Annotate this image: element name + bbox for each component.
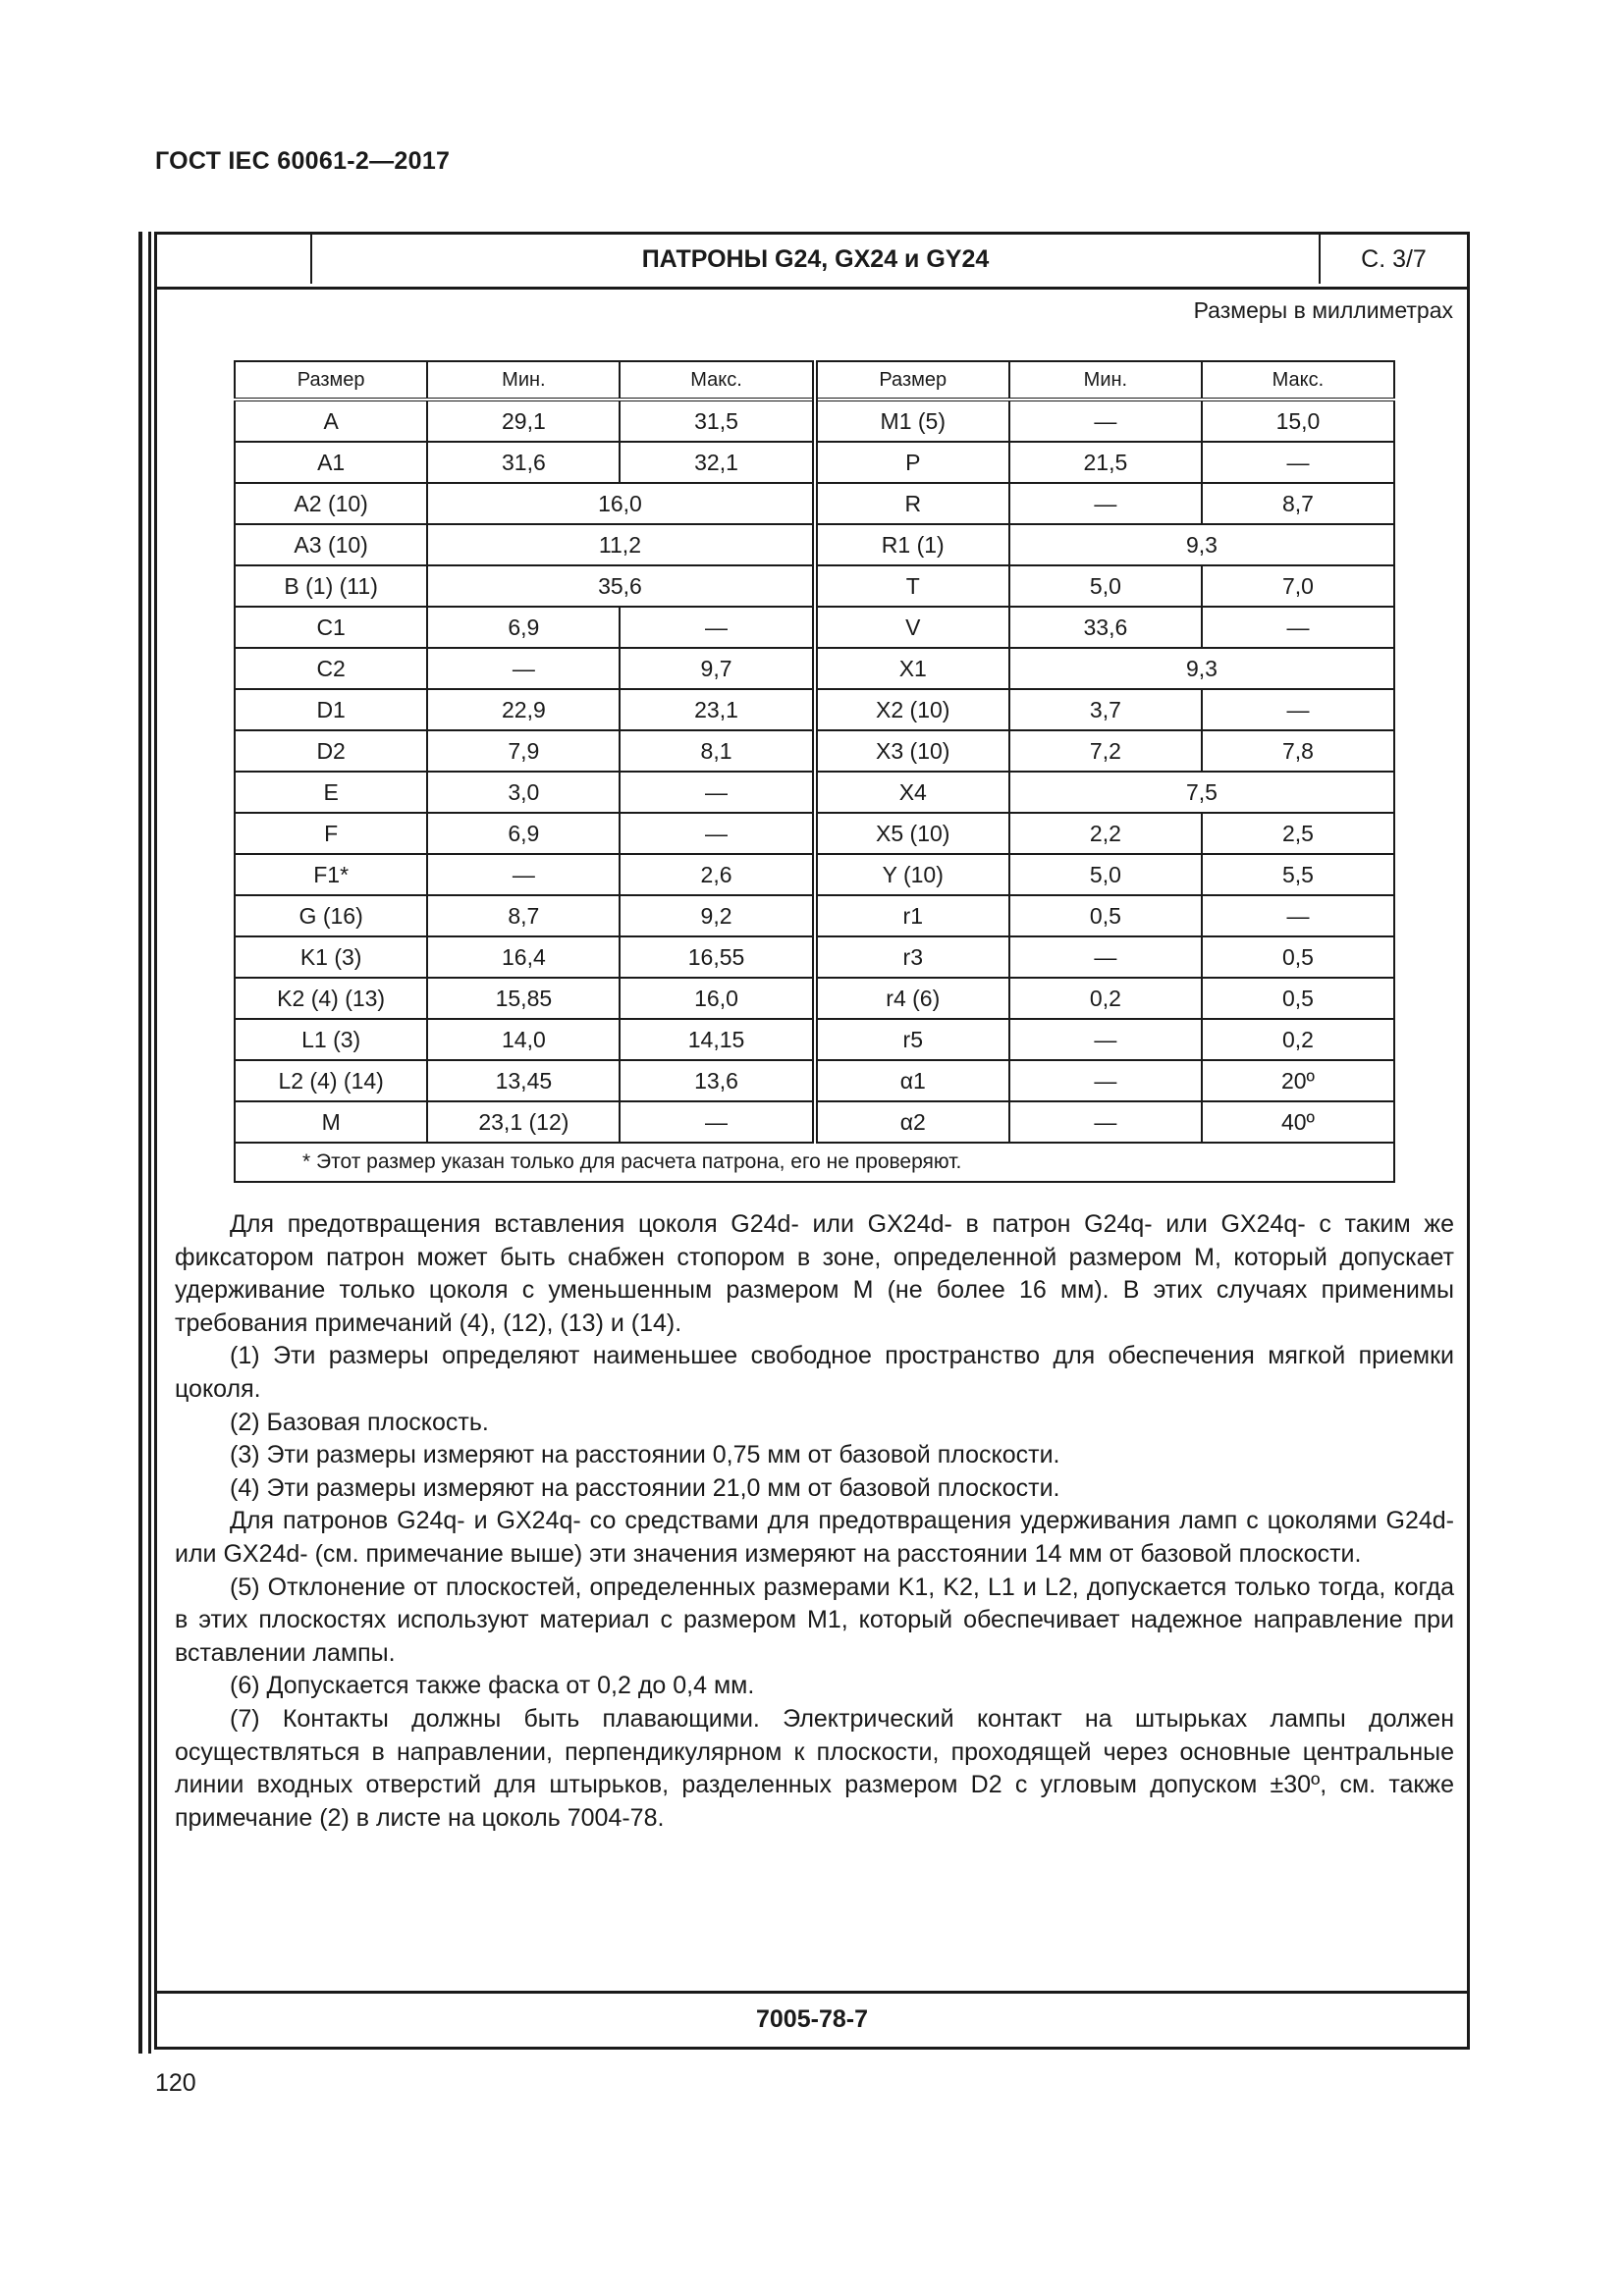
dimension-value-cell: 29,1 <box>427 400 620 442</box>
note-paragraph: (1) Эти размеры определяют наименьшее свободное пространство для обеспечения мягкой приемки цоколя. <box>175 1342 1454 1403</box>
dimension-value-cell: 13,45 <box>427 1060 620 1101</box>
dimension-value-cell: 31,6 <box>427 442 620 483</box>
dimension-value-cell: 23,1 <box>620 689 814 730</box>
dimensions-table <box>234 360 1395 1183</box>
dimension-value-cell: 2,6 <box>620 854 814 895</box>
dimension-value-cell: — <box>1009 1101 1202 1143</box>
dimension-value-cell: — <box>427 648 620 689</box>
dimension-name-cell: K2 (4) (13) <box>235 978 427 1019</box>
table-row <box>235 565 1394 607</box>
dimension-value-cell: — <box>1009 483 1202 524</box>
dimension-name-cell: r5 <box>815 1019 1009 1060</box>
dimension-name-cell: L2 (4) (14) <box>235 1060 427 1101</box>
dimension-name-cell: α1 <box>815 1060 1009 1101</box>
sheet-title: ПАТРОНЫ G24, GX24 и GY24 <box>641 245 990 273</box>
column-header: Мин. <box>427 361 620 400</box>
column-header: Размер <box>235 361 427 400</box>
dimension-value-cell: — <box>1202 895 1394 936</box>
table-row <box>235 689 1394 730</box>
dimension-value-cell: 3,7 <box>1009 689 1202 730</box>
dimension-name-cell: G (16) <box>235 895 427 936</box>
table-row <box>235 936 1394 978</box>
dimension-value-cell: — <box>427 854 620 895</box>
table-row <box>235 730 1394 772</box>
dimension-value-cell: 33,6 <box>1009 607 1202 648</box>
sheet-frame <box>154 232 1470 2050</box>
note-paragraph: (3) Эти размеры измеряют на расстоянии 0,75 мм от базовой плоскости. <box>230 1441 1060 1469</box>
dimension-value-cell: 6,9 <box>427 813 620 854</box>
column-header: Макс. <box>620 361 814 400</box>
dimension-value-cell: 0,5 <box>1202 978 1394 1019</box>
note-paragraph: (6) Допускается также фаска от 0,2 до 0,4 мм. <box>230 1672 755 1700</box>
dimension-name-cell: A3 (10) <box>235 524 427 565</box>
sheet-footer-code: 7005-78-7 <box>157 1991 1467 2047</box>
dimension-value-cell: 15,0 <box>1202 400 1394 442</box>
note-paragraph: (7) Контакты должны быть плавающими. Электрический контакт на штырьках лампы должен осуществляться в направлении, перпендикулярном к плоскости, проходящей через основные центральные линии входных отверстий для штырьков, разделенных размером D2 с угловым допуском ±30º, см. также примечание (2) в листе на цоколь 7004-78. <box>175 1704 1454 1832</box>
note-paragraph: Для патронов G24q- и GX24q- со средствами для предотвращения удерживания ламп с цоколями G24d- или GX24d- (см. примечание выше) эти значения измеряют на расстоянии 14 мм от базовой плоскости. <box>175 1507 1454 1568</box>
table-row <box>235 1060 1394 1101</box>
dimension-value-cell: 2,2 <box>1009 813 1202 854</box>
dimension-name-cell: Y (10) <box>815 854 1009 895</box>
dimension-value-cell: 3,0 <box>427 772 620 813</box>
dimension-value-cell: — <box>1009 400 1202 442</box>
dimension-name-cell: X3 (10) <box>815 730 1009 772</box>
dimension-value-cell: 15,85 <box>427 978 620 1019</box>
dimension-value-cell: 2,5 <box>1202 813 1394 854</box>
dimension-value-cell: 0,2 <box>1009 978 1202 1019</box>
dimension-value-cell: 6,9 <box>427 607 620 648</box>
notes-text <box>175 1208 1454 1835</box>
column-header: Размер <box>815 361 1009 400</box>
dimension-name-cell: R <box>815 483 1009 524</box>
dimension-name-cell: A2 (10) <box>235 483 427 524</box>
dimension-value-cell: 9,3 <box>1009 524 1394 565</box>
table-header-row <box>235 361 1394 400</box>
dimension-value-cell: 40º <box>1202 1101 1394 1143</box>
dimension-value-cell: 7,9 <box>427 730 620 772</box>
dimension-name-cell: F1* <box>235 854 427 895</box>
dimension-value-cell: 8,1 <box>620 730 814 772</box>
left-border-bar-inner <box>148 232 151 2054</box>
column-header: Макс. <box>1202 361 1394 400</box>
dimension-name-cell: X5 (10) <box>815 813 1009 854</box>
dimension-value-cell: — <box>1009 936 1202 978</box>
dimension-value-cell: — <box>1202 607 1394 648</box>
dimension-value-cell: 8,7 <box>1202 483 1394 524</box>
table-row <box>235 854 1394 895</box>
table-row <box>235 978 1394 1019</box>
dimension-name-cell: r1 <box>815 895 1009 936</box>
note-paragraph: (4) Эти размеры измеряют на расстоянии 21,0 мм от базовой плоскости. <box>230 1473 1060 1502</box>
note-paragraph: Для предотвращения вставления цоколя G24d- или GX24d- в патрон G24q- или GX24q- с таким же фиксатором патрон может быть снабжен стопором в зоне, определенной размером M, который допускает удерживание только цоколя с уменьшенным размером M (не более 16 мм). В этих случаях применимы требования примечаний (4), (12), (13) и (14). <box>175 1210 1454 1337</box>
table-row <box>235 1019 1394 1060</box>
dimension-value-cell: 16,0 <box>427 483 814 524</box>
left-border-bar-outer <box>138 232 142 2054</box>
dimension-value-cell: 7,8 <box>1202 730 1394 772</box>
dimension-value-cell: 0,5 <box>1009 895 1202 936</box>
dimension-value-cell: 0,2 <box>1202 1019 1394 1060</box>
dimension-value-cell: 35,6 <box>427 565 814 607</box>
dimension-value-cell: — <box>620 607 814 648</box>
dimension-value-cell: — <box>1202 442 1394 483</box>
table-row <box>235 813 1394 854</box>
document-code: ГОСТ IEC 60061-2—2017 <box>155 147 451 175</box>
dimension-value-cell: 7,2 <box>1009 730 1202 772</box>
dimension-name-cell: L1 (3) <box>235 1019 427 1060</box>
dimension-name-cell: E <box>235 772 427 813</box>
dimension-value-cell: 13,6 <box>620 1060 814 1101</box>
dimension-value-cell: 9,3 <box>1009 648 1394 689</box>
dimension-name-cell: V <box>815 607 1009 648</box>
dimension-value-cell: — <box>620 772 814 813</box>
dimension-name-cell: A <box>235 400 427 442</box>
note-paragraph: (5) Отклонение от плоскостей, определенных размерами K1, K2, L1 и L2, допускается только тогда, когда в этих плоскостях используют материал с размером M1, который обеспечивает надежное направление при вставлении лампы. <box>175 1573 1454 1667</box>
dimension-name-cell: A1 <box>235 442 427 483</box>
dimension-value-cell: 20º <box>1202 1060 1394 1101</box>
dimension-name-cell: F <box>235 813 427 854</box>
page-number: 120 <box>155 2069 196 2097</box>
dimension-name-cell: K1 (3) <box>235 936 427 978</box>
dimension-value-cell: 0,5 <box>1202 936 1394 978</box>
column-header: Мин. <box>1009 361 1202 400</box>
dimension-value-cell: 23,1 (12) <box>427 1101 620 1143</box>
table-row <box>235 607 1394 648</box>
table-row <box>235 648 1394 689</box>
dimension-name-cell: r3 <box>815 936 1009 978</box>
dimension-name-cell: C1 <box>235 607 427 648</box>
dimension-name-cell: α2 <box>815 1101 1009 1143</box>
dimension-value-cell: 21,5 <box>1009 442 1202 483</box>
sheet-number: С. 3/7 <box>1361 245 1427 273</box>
dimension-name-cell: r4 (6) <box>815 978 1009 1019</box>
dimension-value-cell: 9,2 <box>620 895 814 936</box>
dimension-value-cell: — <box>1009 1019 1202 1060</box>
table-row <box>235 1101 1394 1143</box>
dimension-value-cell: — <box>620 813 814 854</box>
dimension-value-cell: 5,0 <box>1009 565 1202 607</box>
table-row <box>235 400 1394 442</box>
dimension-value-cell: — <box>1202 689 1394 730</box>
dimension-name-cell: M <box>235 1101 427 1143</box>
table-row <box>235 772 1394 813</box>
dimension-value-cell: 16,55 <box>620 936 814 978</box>
dimension-value-cell: — <box>1009 1060 1202 1101</box>
dimension-value-cell: 14,0 <box>427 1019 620 1060</box>
dimension-name-cell: M1 (5) <box>815 400 1009 442</box>
table-row <box>235 524 1394 565</box>
note-paragraph: (2) Базовая плоскость. <box>230 1408 489 1436</box>
dimension-value-cell: 5,0 <box>1009 854 1202 895</box>
units-note: Размеры в миллиметрах <box>1193 297 1453 323</box>
sheet-header <box>157 235 1467 290</box>
dimension-value-cell: 8,7 <box>427 895 620 936</box>
dimension-value-cell: 31,5 <box>620 400 814 442</box>
dimension-name-cell: P <box>815 442 1009 483</box>
table-row <box>235 483 1394 524</box>
dimension-name-cell: T <box>815 565 1009 607</box>
dimension-value-cell: 11,2 <box>427 524 814 565</box>
dimension-value-cell: 16,0 <box>620 978 814 1019</box>
dimension-value-cell: 5,5 <box>1202 854 1394 895</box>
dimension-name-cell: B (1) (11) <box>235 565 427 607</box>
dimension-value-cell: 16,4 <box>427 936 620 978</box>
table-row <box>235 895 1394 936</box>
table-footnote-row <box>235 1143 1394 1182</box>
dimension-value-cell: 22,9 <box>427 689 620 730</box>
dimension-name-cell: R1 (1) <box>815 524 1009 565</box>
table-row <box>235 442 1394 483</box>
dimension-value-cell: 7,0 <box>1202 565 1394 607</box>
table-footnote: * Этот размер указан только для расчета патрона, его не проверяют. <box>235 1143 1394 1182</box>
dimension-name-cell: D2 <box>235 730 427 772</box>
dimension-name-cell: C2 <box>235 648 427 689</box>
dimension-name-cell: X1 <box>815 648 1009 689</box>
dimension-name-cell: X2 (10) <box>815 689 1009 730</box>
dimension-value-cell: 9,7 <box>620 648 814 689</box>
dimension-value-cell: 14,15 <box>620 1019 814 1060</box>
dimension-name-cell: X4 <box>815 772 1009 813</box>
dimension-value-cell: 7,5 <box>1009 772 1394 813</box>
dimension-name-cell: D1 <box>235 689 427 730</box>
dimension-value-cell: — <box>620 1101 814 1143</box>
dimension-value-cell: 32,1 <box>620 442 814 483</box>
